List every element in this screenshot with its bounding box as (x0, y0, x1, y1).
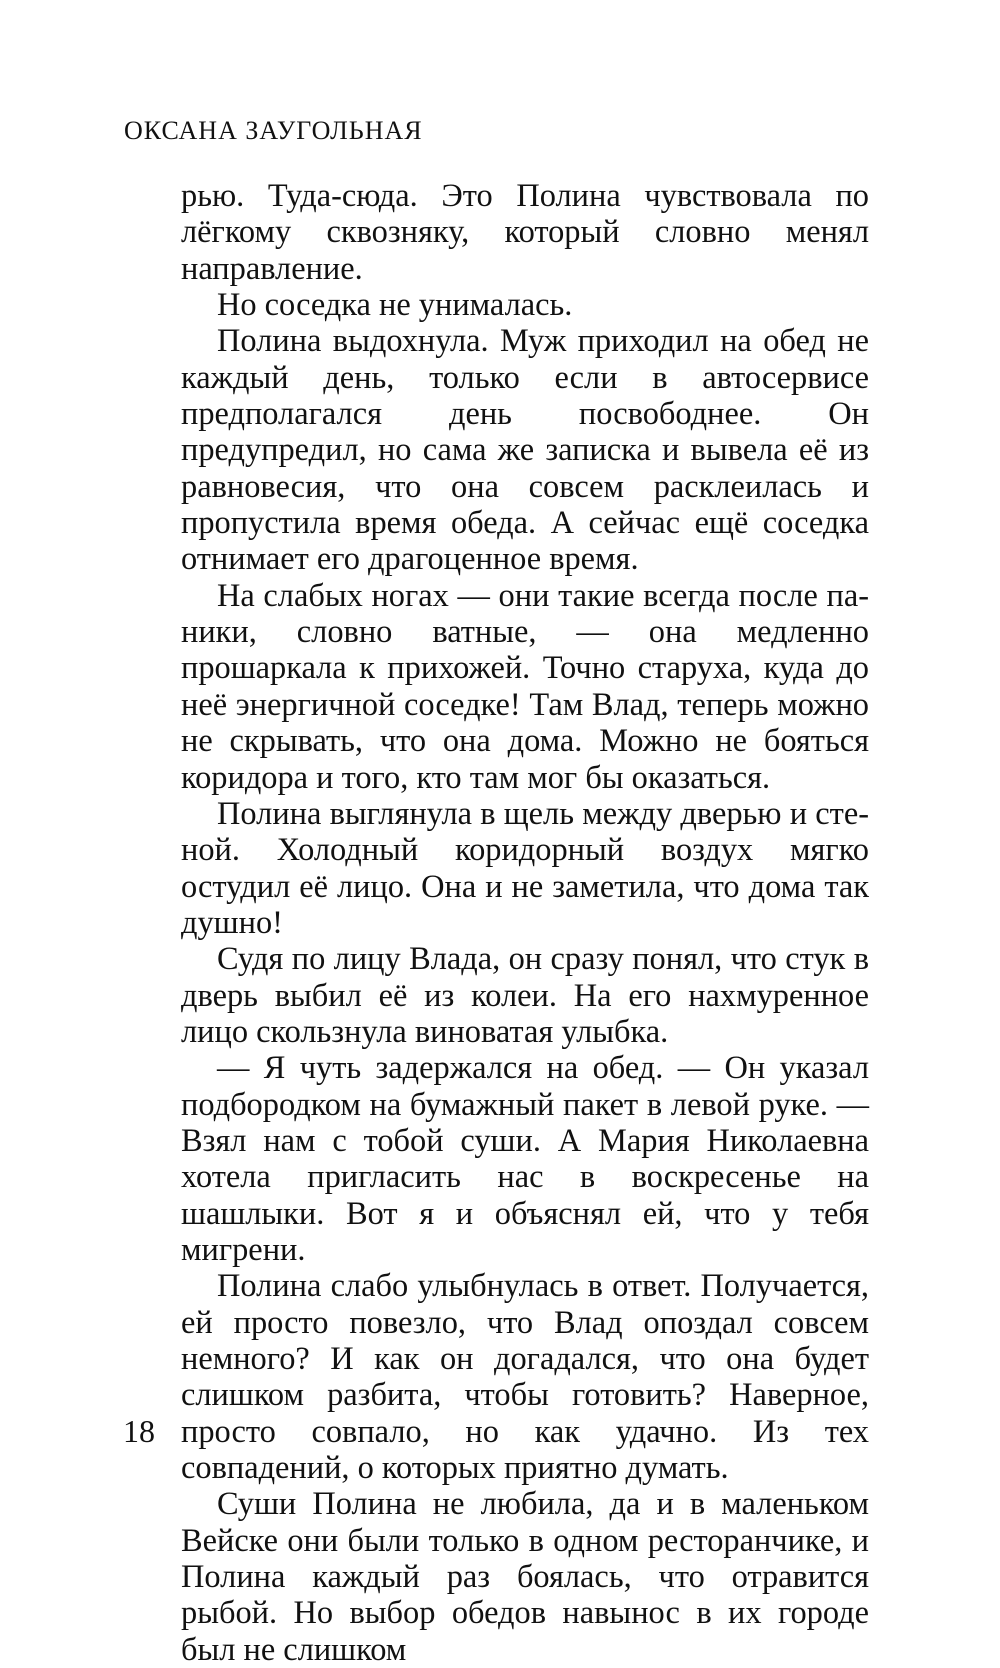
text-block (181, 178, 869, 1668)
page-number: 18 (123, 1413, 155, 1449)
paragraph: Полина слабо улыбнулась в ответ. Получается, ей просто повезло, что Влад опоздал совсем немного? И как он догадался, что она будет слишком разбита, чтобы готовить? Наверное, просто совпало, но как удачно. Из тех совпадений, о которых приятно думать. (181, 1268, 869, 1487)
paragraph: Судя по лицу Влада, он сразу понял, что стук в дверь выбил её из колеи. На его нахмуренное лицо скользнула виноватая улыбка. (181, 941, 869, 1050)
paragraph: Суши Полина не любила, да и в маленьком Вейске они были только в одном ресторанчике, и Полина каждый раз боялась, что отравится рыбой. Но выбор обедов навынос в их городе был не слишком (181, 1486, 869, 1668)
paragraph: рью. Туда-сюда. Это Полина чувствовала по лёгкому сквозняку, который словно менял направление. (181, 178, 869, 287)
running-head: ОКСАНА ЗАУГОЛЬНАЯ (124, 116, 423, 145)
paragraph: Но соседка не унималась. (217, 287, 573, 324)
paragraph: Полина выглянула в щель между дверью и стеной. Холодный коридорный воздух мягко остудил её лицо. Она и не заметила, что дома так душно! (181, 795, 869, 941)
paragraph: — Я чуть задержался на обед. — Он указал подбородком на бумажный пакет в левой руке. — Взял нам с тобой суши. А Мария Николаевна хотела пригласить нас в воскресенье на шашлыки. Вот я и объяснял ей, что у тебя мигрени. (181, 1050, 869, 1268)
paragraph: На слабых ногах — они такие всегда после паники, словно ватные, — она медленно прошаркала к прихожей. Точно старуха, куда до неё энергичной соседке! Там Влад, теперь можно не скрывать, что она дома. Можно не бояться коридора и того, кто там мог бы оказаться. (181, 577, 869, 796)
paragraph: Полина выдохнула. Муж приходил на обед не каждый день, только если в автосервисе предполагался день посвободнее. Он предупредил, но сама же записка и вывела её из равновесия, что она совсем расклеилась и пропустила время обеда. А сейчас ещё соседка отнимает его драгоценное время. (181, 323, 869, 578)
